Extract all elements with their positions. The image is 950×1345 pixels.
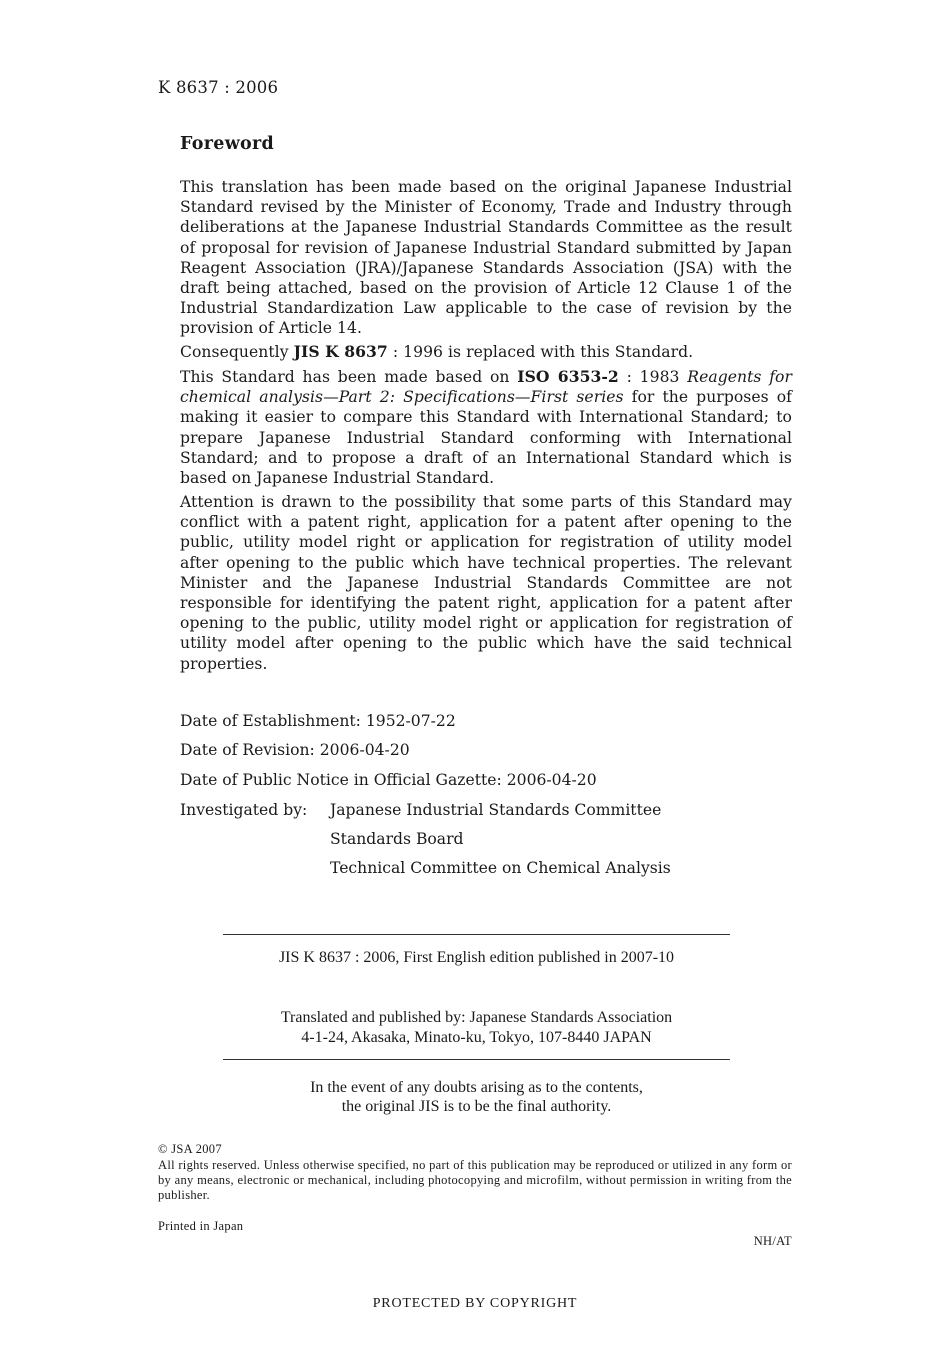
foreword-paragraph-1: This translation has been made based on the original Japanese Industrial Standard revised by the Minister of Economy, Trade and Industry through deliberations at the Japanese Industrial Standards Committee as the result of proposal for revision of Japanese Industrial Standard submitted by Japan Reagent Association (JRA)/Japanese Standards Association (JSA) with the draft being attached, based on the provision of Article 12 Clause 1 of the Industrial Standardization Law applicable to the case of revision by the provision of Article 14. — [180, 178, 792, 338]
p3-iso-title: Reagents for chemical analysis—Part 2: Specifications—First series — [180, 368, 793, 407]
foreword-paragraph-4: Attention is drawn to the possibility that some parts of this Standard may conflict with a patent right, application for a patent after opening to the public, utility model right or application for registration of utility model after opening to the public which have technical properties. The relevant Minister and the Japanese Industrial Standards Committee are not responsible for identifying the patent right, application for a patent after opening to the public, utility model right or application for registration of utility model after opening to the public which have the said technical properties. — [180, 493, 792, 673]
investigator-1: Japanese Industrial Standards Committee — [330, 801, 662, 819]
foreword-paragraph-3 — [180, 367, 792, 488]
authority-note-line-1: In the event of any doubts arising as to the contents, — [310, 1079, 643, 1096]
foreword-heading: Foreword — [180, 134, 275, 154]
date-of-public-notice: Date of Public Notice in Official Gazette: 2006-04-20 — [180, 771, 597, 789]
investigator-2: Standards Board — [330, 830, 464, 848]
foreword-paragraph-2 — [180, 342, 792, 362]
divider-bottom — [223, 1059, 730, 1060]
p3-prefix: This Standard has been made based on — [180, 368, 518, 386]
authority-note-line-2: the original JIS is to be the final authority. — [341, 1098, 612, 1115]
edition-line: JIS K 8637 : 2006, First English edition published in 2007-10 — [278, 949, 675, 966]
investigator-3: Technical Committee on Chemical Analysis — [330, 859, 671, 877]
date-of-revision: Date of Revision: 2006-04-20 — [180, 741, 410, 759]
rights-statement: All rights reserved. Unless otherwise specified, no part of this publication may be reproduced or utilized in any form or by any means, electronic or mechanical, including photocopying and microfilm, without permission in writing from the publisher. — [158, 1158, 792, 1202]
printed-in: Printed in Japan — [158, 1219, 244, 1233]
divider-top — [223, 934, 730, 935]
p3-suffix: for the purposes of making it easier to compare this Standard with International Standard; to prepare Japanese Industrial Standard conforming with International Standard; and to propose a draft of an International Standard which is based on Japanese Industrial Standard. — [180, 388, 792, 488]
investigated-by-label: Investigated by: — [180, 801, 308, 819]
date-of-establishment: Date of Establishment: 1952-07-22 — [180, 712, 456, 730]
translated-by-line: Translated and published by: Japanese Standards Association — [280, 1009, 673, 1026]
p2-suffix: : 1996 is replaced with this Standard. — [387, 343, 694, 361]
p3-iso-ref: ISO 6353-2 — [517, 367, 619, 386]
protected-by-copyright-footer: PROTECTED BY COPYRIGHT — [372, 1296, 578, 1311]
document-code: K 8637 : 2006 — [158, 78, 279, 97]
document-id-code: NH/AT — [753, 1234, 792, 1248]
copyright-notice: © JSA 2007 — [158, 1142, 222, 1156]
p2-prefix: Consequently — [180, 343, 294, 361]
p3-year: : 1983 — [618, 368, 688, 386]
publisher-address: 4-1-24, Akasaka, Minato-ku, Tokyo, 107-8440 JAPAN — [301, 1029, 652, 1046]
p2-standard-ref: JIS K 8637 — [293, 342, 388, 361]
